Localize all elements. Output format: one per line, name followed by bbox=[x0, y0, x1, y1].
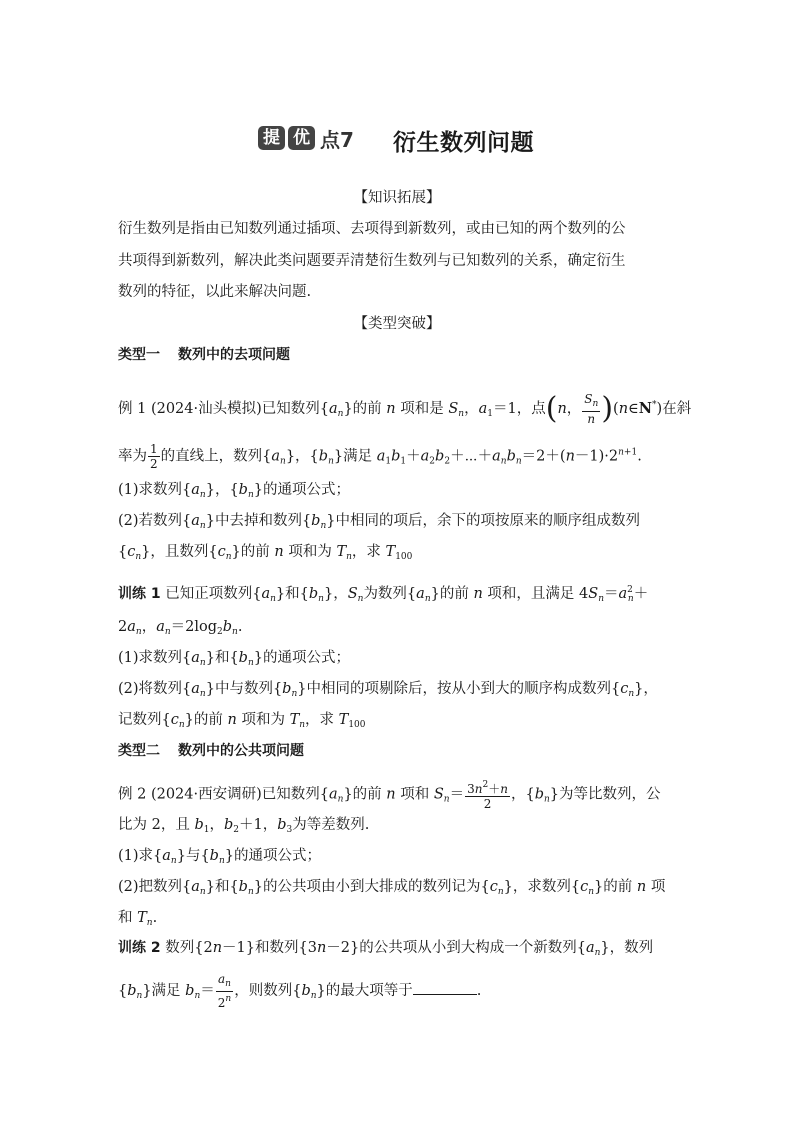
text-tr1-h: ＝ bbox=[604, 586, 619, 602]
text-ex1-a: 例 1 (2024·汕头模拟)已知数列{ bbox=[118, 401, 329, 417]
text-tr1-q1a: (1)求数列{ bbox=[118, 650, 192, 666]
text-tr1-q2g: 项和为 bbox=[241, 712, 285, 728]
text-tr2-i: ，则数列{ bbox=[234, 983, 302, 999]
text-tr1-f: }的前 bbox=[430, 586, 469, 602]
example1-q1: (1)求数列$\{a_n\}$，$\{b_n\}$的通项公式； bbox=[118, 482, 350, 500]
text-ex1-j: 的直线上，数列{ bbox=[160, 448, 272, 465]
text-ex1-l: }满足 bbox=[333, 448, 373, 465]
text-ex1-q2f: }的前 bbox=[231, 544, 270, 560]
title-badge-1: 提 bbox=[258, 126, 285, 150]
text-tr1-q2d: }， bbox=[634, 681, 658, 697]
text-ex2-q2c: }的公共项由小到大排成的数列记为{ bbox=[253, 879, 490, 895]
text-ex2-i: ＋1， bbox=[239, 817, 278, 833]
text-tr1-q1c: }的通项公式； bbox=[253, 650, 350, 666]
text-ex1-p: －1)·2 bbox=[574, 448, 619, 465]
text-tr1-q2f: }的前 bbox=[184, 712, 223, 728]
example1-line-2: 率为 $\frac{1}{2}$ 的直线上，数列$\{a_n\}$，$\{b_n\}$满足 $a_1b_1+a_2b_2+\cdots+a_nb_n=2+(n-1)\cdot 2^{n+1}$. bbox=[118, 442, 642, 471]
text-ex2-q1a: (1)求{ bbox=[118, 848, 163, 864]
text-tr1-q2b: }中与数列{ bbox=[205, 681, 283, 697]
section-title bbox=[0, 122, 794, 162]
text-tr2-g: }满足 bbox=[142, 983, 181, 999]
text-tr1-q1b: }和{ bbox=[205, 650, 239, 666]
text-tr2-k: . bbox=[476, 983, 482, 999]
knowledge-line-2: 共项得到新数列，解决此类问题要弄清楚衍生数列与已知数列的关系，确定衍生 bbox=[118, 253, 626, 269]
text-tr1-d: }， bbox=[323, 586, 348, 602]
type2-label: 类型二 bbox=[118, 743, 160, 759]
title-badge-2: 优 bbox=[288, 126, 315, 150]
training1-q2-line-1: (2)将数列$\{a_n\}$中与数列$\{b_n\}$中相同的项剔除后，按从小到大的顺序构成数列$\{c_n\}$， bbox=[118, 681, 658, 699]
text-tr2-a: 训练 2 bbox=[118, 940, 161, 956]
text-tr2-j: }的最大项等于 bbox=[316, 983, 413, 999]
text-ex2-e: ，{ bbox=[510, 786, 535, 803]
text-tr1-a: 训练 1 bbox=[118, 586, 161, 602]
text-tr2-h: ＝ bbox=[200, 983, 215, 999]
text-tr1-q2a: (2)将数列{ bbox=[118, 681, 192, 697]
example2-q2-line-1: (2)把数列$\{a_n\}$和$\{b_n\}$的公共项由小到大排成的数列记为$\{c_n\}$，求数列$\{c_n\}$的前 n 项 bbox=[118, 879, 666, 897]
text-ex1-q1c: }的通项公式； bbox=[253, 482, 350, 498]
training1-q2-line-2: 记数列$\{c_n\}$的前 n 项和为 $T_n$，求 $T_{100}$ bbox=[118, 712, 366, 730]
text-ex2-q2g: 和 bbox=[118, 910, 133, 926]
text-ex2-b: }的前 bbox=[343, 786, 382, 803]
text-ex1-o: ＝2＋( bbox=[521, 448, 566, 465]
type2-heading bbox=[118, 741, 304, 761]
example2-line-2: 比为 2，且 $b_1$，$b_2+1$，$b_3$为等差数列. bbox=[118, 817, 370, 835]
text-ex1-i: 率为 bbox=[118, 448, 147, 465]
text-ex2-j: 为等差数列. bbox=[292, 817, 370, 833]
example1-q2-line-1: (2)若数列$\{a_n\}$中去掉和数列$\{b_n\}$中相同的项后，余下的项按原来的顺序组成数列 bbox=[118, 513, 640, 531]
text-ex1-q1b: }，{ bbox=[205, 482, 239, 498]
knowledge-line-1: 衍生数列是指由已知数列通过插项、去项得到新数列，或由已知的两个数列的公 bbox=[118, 221, 626, 237]
text-ex2-c: 项和 bbox=[400, 786, 430, 803]
text-ex2-q2d: }，求数列{ bbox=[503, 879, 581, 895]
text-ex2-d: ＝ bbox=[449, 786, 465, 803]
text-ex1-k: }，{ bbox=[285, 448, 319, 465]
text-ex1-q2g: 项和为 bbox=[288, 544, 332, 560]
text-ex1-m: ＋ bbox=[406, 448, 421, 465]
text-ex2-q1b: }与{ bbox=[176, 848, 210, 864]
text-tr1-q2c: }中相同的项剔除后，按从小到大的顺序构成数列{ bbox=[297, 681, 621, 697]
text-tr2-e: }，数列 bbox=[600, 940, 654, 956]
text-ex1-c: 项和是 bbox=[400, 401, 444, 417]
text-ex1-b: }的前 bbox=[343, 401, 382, 417]
training2-line-2: $\{b_n\}$满足 $b_n=$ $\frac{a_n}{2^n}$ ，则数列$\{b_n\}$的最大项等于 . bbox=[118, 972, 482, 1010]
example2-q1: (1)求$\{a_n\}$与$\{b_n\}$的通项公式； bbox=[118, 848, 321, 866]
training2-line-1: 训练 2 数列{2n－1}和数列{3n－2}的公共项从小到大构成一个新数列$\{a_n\}$，数列 bbox=[118, 940, 654, 958]
example1-line-1: 例 1 (2024·汕头模拟)已知数列$\{a_n\}$的前 n 项和是 $S_n$，$a_1=1$，点(n， $\frac{S_n}{n}$ )(n∈N*)在斜 bbox=[118, 391, 692, 426]
knowledge-line-3: 数列的特征，以此来解决问题. bbox=[118, 284, 312, 300]
text-tr1-q2e: 记数列{ bbox=[118, 712, 171, 728]
text-ex2-a: 例 2 (2024·西安调研)已知数列{ bbox=[118, 786, 329, 803]
training1-q1: (1)求数列$\{a_n\}$和$\{b_n\}$的通项公式； bbox=[118, 650, 350, 668]
text-ex1-g: ∈ bbox=[628, 401, 639, 417]
text-tr1-q2h: ，求 bbox=[305, 712, 335, 728]
text-ex1-n: ＋⋯＋ bbox=[450, 448, 493, 465]
text-ex1-q2a: (2)若数列{ bbox=[118, 513, 192, 529]
text-ex2-q2b: }和{ bbox=[205, 879, 239, 895]
example2-line-1: 例 2 (2024·西安调研)已知数列$\{a_n\}$的前 n 项和 $S_n=$ $\frac{3n^2+n}{2}$ ，$\{b_n\}$为等比数列，公 bbox=[118, 780, 661, 811]
text-ex1-f: ( bbox=[613, 401, 619, 417]
text-ex1-q2d: { bbox=[118, 544, 128, 560]
title-point: 点7 bbox=[320, 128, 354, 152]
text-tr2-d: －2}的公共项从小到大构成一个新数列{ bbox=[326, 940, 586, 956]
type2-title: 数列中的公共项问题 bbox=[178, 743, 304, 759]
text-ex1-q2h: ，求 bbox=[351, 544, 381, 560]
text-ex2-g: 比为 2，且 bbox=[118, 817, 190, 833]
text-ex2-h: ， bbox=[209, 817, 224, 833]
text-ex1-q1: (1)求数列{ bbox=[118, 482, 192, 498]
text-tr1-b: 已知正项数列{ bbox=[160, 586, 262, 602]
text-tr1-g: 项和，且满足 4 bbox=[487, 586, 589, 602]
type1-title: 数列中的去项问题 bbox=[178, 347, 290, 363]
training1-line-2: $2a_n$，$a_n=2\log_2b_n$. bbox=[118, 619, 243, 637]
text-ex1-h: )在斜 bbox=[656, 401, 692, 417]
title-main: 衍生数列问题 bbox=[393, 130, 534, 156]
text-ex2-q2e: }的前 bbox=[594, 879, 633, 895]
text-tr2-f: { bbox=[118, 983, 128, 999]
answer-blank[interactable] bbox=[413, 980, 477, 995]
training1-line-1: 训练 1 已知正项数列$\{a_n\}$和$\{b_n\}$，$S_n$为数列$\{a_n\}$的前 n 项和，且满足 $4S_n=a^2_n+$ bbox=[118, 585, 649, 604]
text-ex2-q2f: 项 bbox=[650, 879, 666, 895]
text-tr1-j: 2 bbox=[118, 619, 128, 635]
breakthrough-heading: 【类型突破】 bbox=[353, 316, 441, 332]
text-ex1-q: . bbox=[637, 448, 642, 465]
text-ex1-d: ， bbox=[464, 401, 479, 417]
text-ex2-f: }为等比数列，公 bbox=[549, 786, 661, 803]
type1-label: 类型一 bbox=[118, 347, 160, 363]
text-ex1-q2e: }，且数列{ bbox=[141, 544, 218, 560]
text-tr2-c: －1}和数列{3 bbox=[222, 940, 317, 956]
example2-q2-line-2: 和 $T_n$. bbox=[118, 910, 158, 928]
text-ex2-q1c: }的通项公式； bbox=[224, 848, 321, 864]
text-ex1-e: ＝1，点 bbox=[492, 401, 546, 417]
text-ex1-q2c: }中相同的项后，余下的项按原来的顺序组成数列 bbox=[326, 513, 640, 529]
text-tr1-l: ＝2log bbox=[170, 619, 218, 635]
type1-heading bbox=[118, 345, 290, 365]
text-ex2-q2a: (2)把数列{ bbox=[118, 879, 192, 895]
example1-q2-line-2: $\{c_n\}$，且数列$\{c_n\}$的前 n 项和为 $T_n$，求 $T_{100}$ bbox=[118, 544, 413, 562]
text-tr1-e: 为数列{ bbox=[363, 586, 417, 602]
text-tr1-k: ， bbox=[141, 619, 157, 635]
text-ex1-q2b: }中去掉和数列{ bbox=[205, 513, 312, 529]
text-tr2-b: 数列{2 bbox=[160, 940, 213, 956]
text-tr1-i: ＋ bbox=[633, 586, 649, 602]
knowledge-heading: 【知识拓展】 bbox=[353, 190, 441, 206]
text-tr1-c: }和{ bbox=[275, 586, 309, 602]
text-tr1-m: . bbox=[237, 619, 243, 635]
